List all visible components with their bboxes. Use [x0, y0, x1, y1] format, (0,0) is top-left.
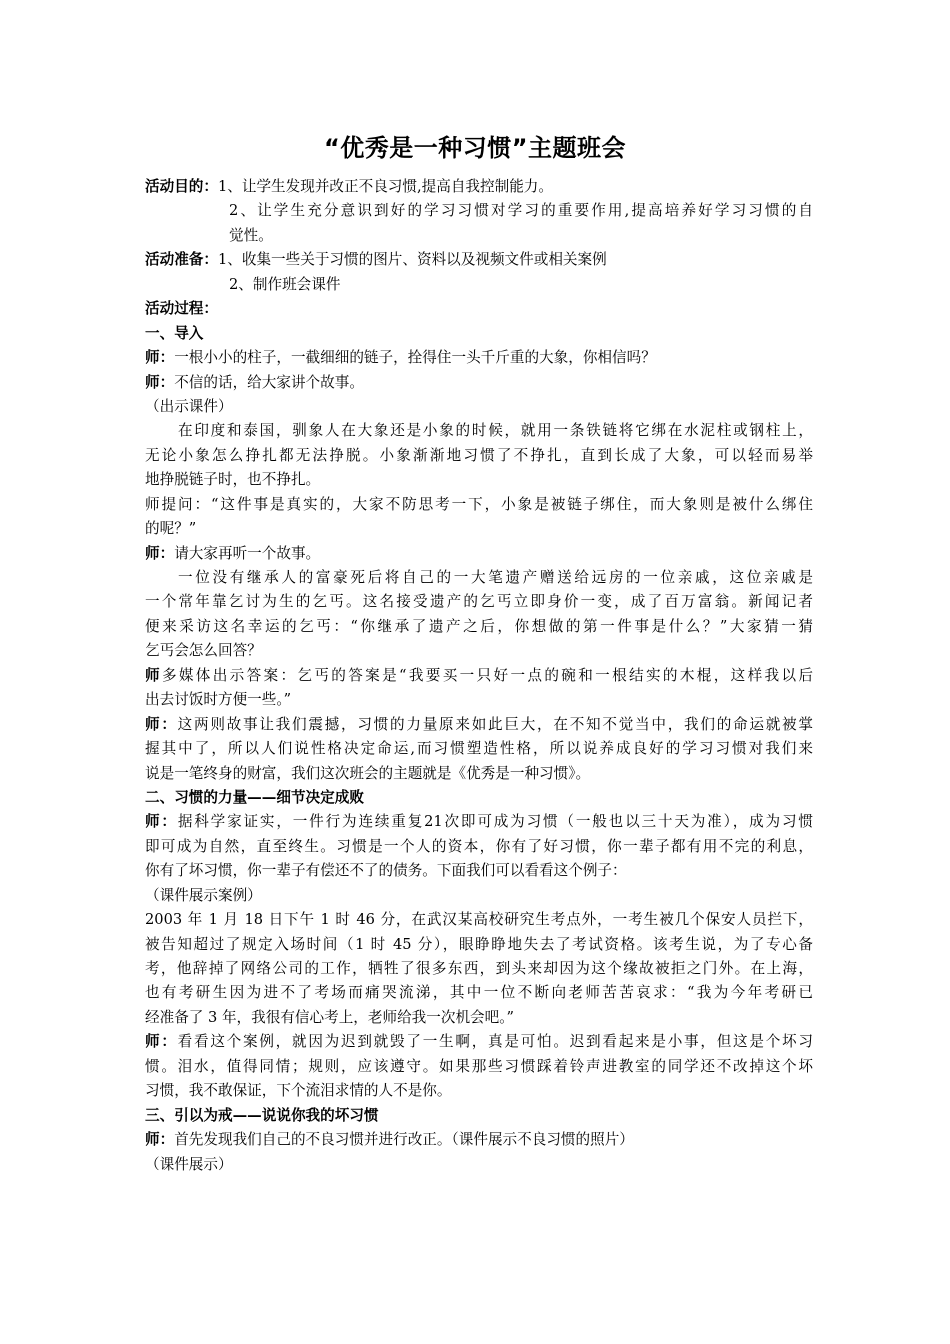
teacher-line-cont: 惯。泪水，值得同情；规则，应该遵守。如果那些习惯踩着铃声进教室的同学还不改掉这个坏: [145, 1057, 813, 1075]
story-line: 一个常年靠乞讨为生的乞丐。这名接受遗产的乞丐立即身价一变，成了百万富翁。新闻记者: [145, 593, 813, 611]
prep-line-2: 2、制作班会课件: [229, 275, 341, 293]
teacher-line: 师：一根小小的柱子，一截细细的链子，拴得住一头千斤重的大象，你相信吗？: [145, 349, 656, 367]
document-body: [145, 175, 813, 1177]
page-title: “优秀是一种习惯”主题班会: [323, 134, 627, 162]
teacher-line-cont: 说是一笔终身的财富，我们这次班会的主题就是《优秀是一种习惯》。: [145, 764, 591, 782]
teacher-line-cont: 出去讨饭时方便一些。”: [145, 691, 292, 709]
case-line: 经准备了 3 年，我很有信心考上，老师给我一次机会吧。”: [145, 1008, 514, 1026]
section-3-heading: 三、引以为戒——说说你我的坏习惯: [145, 1106, 379, 1124]
goal-line-3: 觉性。: [229, 226, 273, 244]
story-line: 无论小象怎么挣扎都无法挣脱。小象渐渐地习惯了不挣扎，直到长成了大象，可以轻而易举: [145, 446, 813, 464]
goal-line-2: 2、让学生充分意识到好的学习习惯对学习的重要作用,提高培养好学习习惯的自: [229, 202, 813, 220]
process-label: 活动过程：: [145, 300, 218, 318]
story-line: 乞丐会怎么回答？: [145, 642, 262, 660]
case-line: 被告知超过了规定入场时间（1 时 45 分），眼睁睁地失去了考试资格。该考生说，为了专心备: [145, 935, 813, 953]
teacher-line: 师：首先发现我们自己的不良习惯并进行改正。（课件展示不良习惯的照片）: [145, 1131, 634, 1149]
goal-label: 活动目的：: [145, 178, 218, 195]
prep-line-1: 活动准备：1、收集一些关于习惯的图片、资料以及视频文件或相关案例: [145, 251, 607, 269]
question-line: 师提问：“这件事是真实的，大家不防思考一下，小象是被链子绑住，而大象则是被什么绑住: [145, 495, 813, 513]
story-line: 地挣脱链子时，也不挣扎。: [145, 471, 321, 489]
teacher-line: 师多媒体出示答案：乞丐的答案是“我要买一只好一点的碗和一根结实的木棍，这样我以后: [145, 666, 813, 684]
courseware-note: （课件展示案例）: [145, 886, 262, 904]
story-line: 在印度和泰国，驯象人在大象还是小象的时候，就用一条铁链将它绑在水泥柱或钢柱上，: [178, 422, 813, 440]
teacher-line: 师：请大家再听一个故事。: [145, 544, 321, 562]
case-line: 也有考研生因为进不了考场而痛哭流涕，其中一位不断向老师苦苦哀求：“我为今年考研已: [145, 984, 813, 1002]
teacher-line-cont: 习惯，我不敢保证，下个流泪求情的人不是你。: [145, 1082, 452, 1100]
story-line: 一位没有继承人的富豪死后将自己的一大笔遗产赠送给远房的一位亲戚，这位亲戚是: [178, 569, 813, 586]
teacher-line: 师：这两则故事让我们震撼，习惯的力量原来如此巨大，在不知不觉当中，我们的命运就被掌: [145, 715, 813, 733]
section-2-heading: 二、习惯的力量——细节决定成败: [145, 788, 364, 806]
case-line: 考，他辞掉了网络公司的工作，牺牲了很多东西，到头来却因为这个缘故被拒之门外。在上海，: [145, 960, 813, 977]
courseware-note: （课件展示）: [145, 1155, 233, 1173]
question-line: 的呢？”: [145, 520, 197, 538]
courseware-note: （出示课件）: [145, 397, 233, 415]
case-line: 2003 年 1 月 18 日下午 1 时 46 分，在武汉某高校研究生考点外，一考生被几个保安人员拦下，: [145, 911, 813, 929]
teacher-line: 师：看看这个案例，就因为迟到就毁了一生啊，真是可怕。迟到看起来是小事，但这是个坏习: [145, 1033, 813, 1051]
goal-line-1: 活动目的：1、让学生发现并改正不良习惯,提高自我控制能力。: [145, 178, 553, 195]
teacher-line: 师：据科学家证实，一件行为连续重复21次即可成为习惯（一般也以三十天为准），成为习惯: [145, 813, 813, 831]
teacher-line-cont: 握其中了，所以人们说性格决定命运,而习惯塑造性格，所以说养成良好的学习习惯对我们来: [145, 740, 813, 758]
story-line: 便来采访这名幸运的乞丐：“你继承了遗产之后，你想做的第一件事是什么？”大家猜一猜: [145, 617, 813, 635]
section-1-heading: 一、导入: [145, 324, 204, 342]
prep-label: 活动准备：: [145, 251, 218, 269]
teacher-line-cont: 即可成为自然，直至终生。习惯是一个人的资本，你有了好习惯，你一辈子都有用不完的利息，: [145, 837, 813, 855]
teacher-line: 师：不信的话，给大家讲个故事。: [145, 373, 364, 391]
teacher-line-cont: 你有了坏习惯，你一辈子有偿还不了的债务。下面我们可以看看这个例子：: [145, 862, 627, 880]
